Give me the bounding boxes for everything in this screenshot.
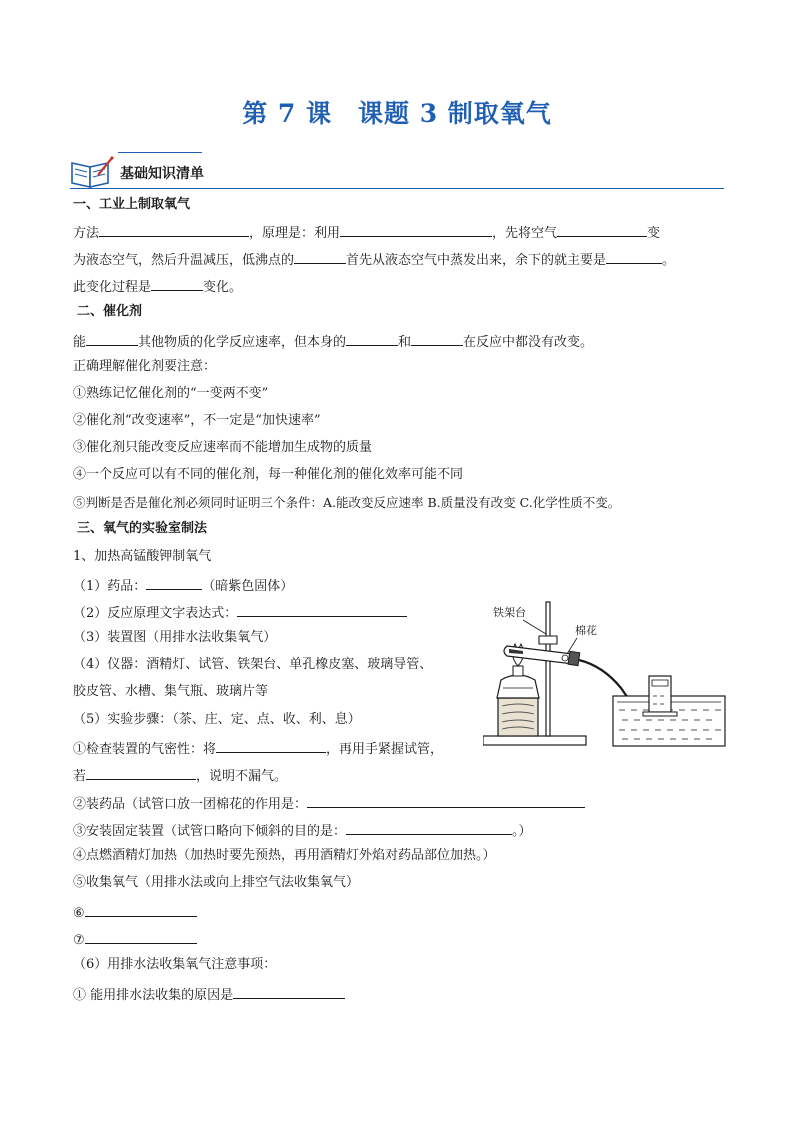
text: ⑦: [73, 933, 85, 948]
text: ① 能用排水法收集的原因是: [73, 988, 234, 1003]
fill-blank[interactable]: [307, 793, 585, 808]
fill-blank[interactable]: [294, 249, 346, 264]
s1-line-3: [73, 276, 242, 297]
fill-blank[interactable]: [216, 738, 326, 753]
s3-step-3: [73, 820, 532, 841]
label-iron-stand: 铁架台: [493, 606, 526, 619]
fill-blank[interactable]: [146, 575, 202, 590]
text: 方法: [73, 226, 100, 241]
s3-item-1: [73, 575, 293, 596]
s3-step-5: ⑤收集氧气（用排水法或向上排空气法收集氧气）: [73, 875, 360, 890]
s1-line-1: [73, 222, 660, 243]
text: 。: [662, 253, 676, 268]
text: 和: [398, 335, 412, 350]
cotton: [562, 655, 568, 661]
s3-item-4b: 胶皮管、水槽、集气瓶、玻璃片等: [73, 684, 269, 699]
text: ，说明不漏气。: [196, 769, 288, 784]
text: ⑥: [73, 906, 85, 921]
text: （暗紫色固体）: [202, 579, 294, 594]
fill-blank[interactable]: [99, 222, 249, 237]
apparatus-figure: [483, 598, 728, 750]
section-3-heading: 三、氧气的实验室制法: [77, 521, 208, 536]
fill-blank[interactable]: [86, 765, 196, 780]
text: （1）药品：: [73, 579, 147, 594]
text: （2）反应原理文字表达式：: [73, 606, 238, 621]
s2-point-1: ①熟练记忆催化剂的“一变两不变”: [73, 386, 269, 401]
s3-sub-1: 1、加热高锰酸钾制氧气: [73, 549, 212, 564]
section-1-heading: 一、工业上制取氧气: [73, 197, 191, 212]
s3-note-1: [73, 984, 345, 1005]
text: 此变化过程是: [73, 280, 152, 295]
s3-step-6: [73, 902, 197, 923]
text: 变: [647, 226, 661, 241]
s3-step-7: [73, 929, 197, 950]
alcohol-lamp: [497, 675, 539, 698]
fill-blank[interactable]: [237, 602, 407, 617]
text: ③安装固定装置（试管口略向下倾斜的目的是：: [73, 824, 347, 839]
banner-label: 基础知识清单: [120, 166, 204, 182]
fill-blank[interactable]: [606, 249, 662, 264]
rubber-stopper: [568, 651, 580, 665]
text: 。）: [512, 824, 532, 839]
stand-rod: [546, 602, 550, 736]
s3-item-2: [73, 602, 407, 623]
text: ，再用手紧握试管，: [326, 742, 444, 757]
section-banner: [70, 143, 725, 193]
text: ，先将空气: [492, 226, 558, 241]
s2-line-1: [73, 331, 593, 352]
s2-point-3: ③催化剂只能改变反应速率而不能增加生成物的质量: [73, 440, 373, 455]
s2-point-2: ②催化剂“改变速率”，不一定是“加快速率”: [73, 413, 321, 428]
s3-item-4: （4）仪器：酒精灯、试管、铁架台、单孔橡皮塞、玻璃导管、: [73, 657, 433, 672]
text: 为液态空气，然后升温减压，低沸点的: [73, 253, 295, 268]
s2-note: 正确理解催化剂要注意：: [73, 359, 217, 374]
text: 若: [73, 769, 87, 784]
fill-blank[interactable]: [151, 276, 203, 291]
text: ，原理是：利用: [249, 226, 341, 241]
page-title: 第 7 课 课题 3 制取氧气: [242, 99, 552, 128]
s3-item-6: （6）用排水法收集氧气注意事项：: [73, 957, 277, 972]
s3-step-2: [73, 793, 585, 814]
s2-point-5: ⑤判断是否是催化剂必须同时证明三个条件：A.能改变反应速率 B.质量没有改变 C.化学性质不变。: [73, 495, 621, 510]
text: 在反应中都没有改变。: [463, 335, 594, 350]
s3-step-1-cont: [73, 765, 287, 786]
s3-step-4: ④点燃酒精灯加热（加热时要先预热，再用酒精灯外焰对药品部位加热。）: [73, 848, 496, 863]
fill-blank[interactable]: [346, 331, 398, 346]
text: 能: [73, 335, 87, 350]
text: 其他物质的化学反应速率，但本身的: [138, 335, 347, 350]
fill-blank[interactable]: [86, 331, 138, 346]
s3-item-5: （5）实验步骤：（茶、庄、定、点、收、利、息）: [73, 712, 361, 727]
text: ②装药品（试管口放一团棉花的作用是：: [73, 797, 308, 812]
book-icon: [70, 155, 114, 189]
fill-blank[interactable]: [411, 331, 463, 346]
stand-clamp: [539, 636, 557, 644]
s3-item-3: （3）装置图（用排水法收集氧气）: [73, 630, 277, 645]
fill-blank[interactable]: [346, 820, 512, 835]
fill-blank[interactable]: [340, 222, 492, 237]
s1-line-2: [73, 249, 675, 270]
fill-blank[interactable]: [233, 984, 345, 999]
stand-base: [483, 736, 586, 745]
text: 首先从液态空气中蒸发出来，余下的就主要是: [346, 253, 607, 268]
banner-rule: [70, 188, 724, 189]
fill-blank[interactable]: [85, 902, 197, 917]
s3-step-1: [73, 738, 443, 759]
fill-blank[interactable]: [85, 929, 197, 944]
s2-point-4: ④一个反应可以有不同的催化剂，每一种催化剂的催化效率可能不同: [73, 467, 464, 482]
fill-blank[interactable]: [557, 222, 647, 237]
text: ①检查装置的气密性：将: [73, 742, 217, 757]
text: 变化。: [203, 280, 243, 295]
banner-top-rule: [118, 152, 202, 153]
section-2-heading: 二、催化剂: [77, 304, 143, 319]
label-cotton: 棉花: [575, 624, 597, 637]
